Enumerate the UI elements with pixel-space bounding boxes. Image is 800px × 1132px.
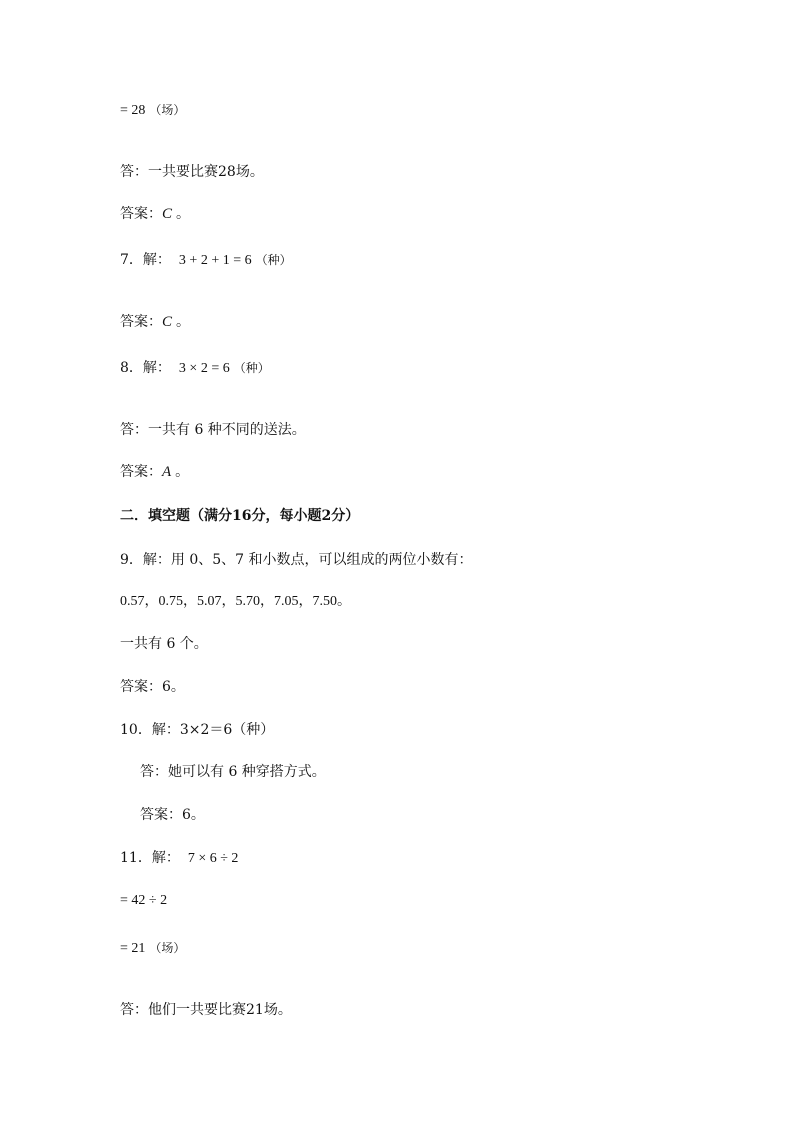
answer-prefix: 答案： bbox=[120, 464, 162, 480]
answer-choice-line bbox=[120, 204, 190, 224]
math-line-equals-28 bbox=[120, 100, 185, 121]
math-expression: 3 + 2 + 1 = 6 bbox=[178, 253, 252, 268]
answer-line: 答案：6。 bbox=[140, 807, 205, 823]
math-line-equals-21 bbox=[120, 938, 185, 959]
math-expression: 3 × 2 = 6 bbox=[178, 361, 230, 376]
answer-suffix: 。 bbox=[176, 206, 191, 222]
section-heading: 二．填空题（满分16分，每小题2分） bbox=[120, 508, 360, 524]
unit-label: （种） bbox=[233, 361, 270, 375]
answer-prefix: 答案： bbox=[120, 314, 162, 330]
count-statement: 一共有 6 个。 bbox=[120, 636, 208, 652]
problem-number: 11．解： bbox=[120, 850, 180, 866]
answer-choice: C bbox=[162, 206, 173, 222]
answer-choice: C bbox=[162, 314, 173, 330]
problem-11-solution bbox=[120, 848, 238, 869]
answer-line: 答案：6。 bbox=[120, 679, 185, 695]
problem-10-solution: 10．解：3×2＝6（种） bbox=[120, 722, 275, 738]
answer-choice-line bbox=[120, 462, 189, 482]
answer-statement: 答：一共有 6 种不同的送法。 bbox=[120, 422, 306, 438]
problem-8-solution bbox=[120, 358, 270, 379]
math-expression: 7 × 6 ÷ 2 bbox=[187, 851, 239, 866]
decimal-list: 0.57，0.75，5.07，5.70，7.05，7.50。 bbox=[120, 594, 351, 609]
answer-statement: 答：他们一共要比赛21场。 bbox=[120, 1002, 292, 1018]
unit-label: （场） bbox=[149, 941, 186, 955]
answer-suffix: 。 bbox=[176, 314, 191, 330]
math-expression: = 42 ÷ 2 bbox=[120, 893, 168, 908]
problem-number: 8．解： bbox=[120, 360, 171, 376]
answer-choice-line bbox=[120, 312, 190, 332]
answer-suffix: 。 bbox=[175, 464, 190, 480]
problem-number: 7．解： bbox=[120, 252, 171, 268]
math-line-equals-42 bbox=[120, 890, 167, 911]
math-expression: = 21 bbox=[120, 941, 146, 956]
answer-statement: 答：一共要比赛28场。 bbox=[120, 164, 264, 180]
problem-9-solution: 9．解：用 0、5、7 和小数点，可以组成的两位小数有： bbox=[120, 552, 473, 568]
math-expression: = 28 bbox=[120, 103, 146, 118]
answer-choice: A bbox=[162, 464, 172, 480]
answer-prefix: 答案： bbox=[120, 206, 162, 222]
problem-7-solution bbox=[120, 250, 292, 271]
unit-label: （场） bbox=[149, 103, 186, 117]
answer-statement: 答：她可以有 6 种穿搭方式。 bbox=[140, 764, 326, 780]
unit-label: （种） bbox=[255, 253, 292, 267]
